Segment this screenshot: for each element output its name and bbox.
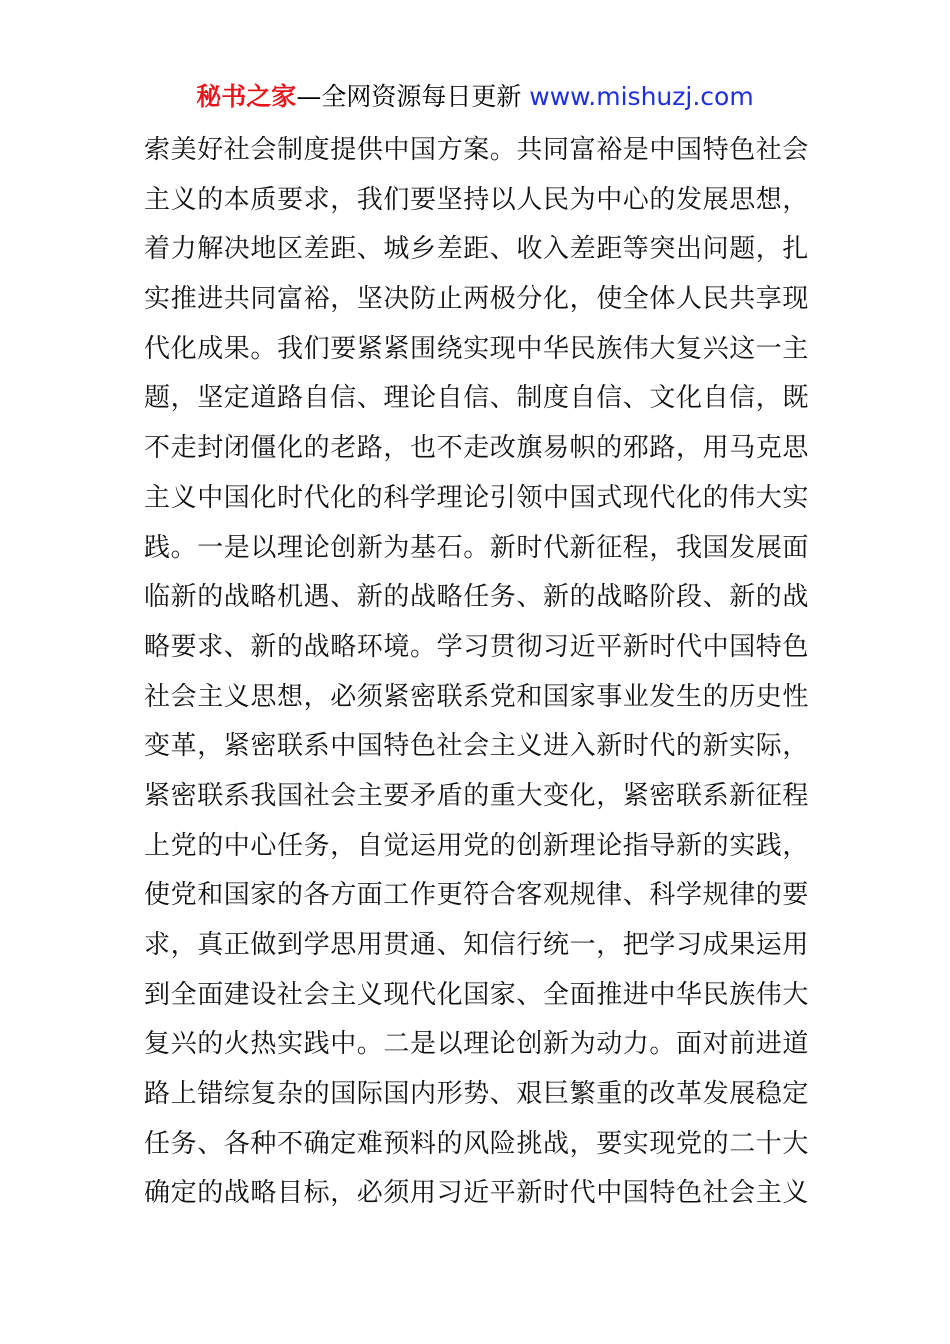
text-line: 紧密联系我国社会主要矛盾的重大变化，紧密联系新征程 — [144, 780, 810, 811]
text-line: 任务、各种不确定难预料的风险挑战，要实现党的二十大 — [144, 1128, 810, 1159]
text-line: 主义的本质要求，我们要坚持以人民为中心的发展思想， — [144, 184, 810, 215]
text-line: 略要求、新的战略环境。学习贯彻习近平新时代中国特色 — [144, 631, 810, 662]
text-line: 不走封闭僵化的老路，也不走改旗易帜的邪路，用马克思 — [144, 433, 810, 464]
text-line: 着力解决地区差距、城乡差距、收入差距等突出问题，扎 — [144, 234, 810, 265]
text-line: 实推进共同富裕，坚决防止两极分化，使全体人民共享现 — [144, 284, 810, 315]
text-line: 临新的战略机遇、新的战略任务、新的战略阶段、新的战 — [144, 582, 810, 613]
site-url-link[interactable]: www.mishuzj.com — [529, 82, 754, 111]
text-line: 到全面建设社会主义现代化国家、全面推进中华民族伟大 — [144, 979, 810, 1010]
document-body — [144, 126, 814, 1219]
text-line: 复兴的火热实践中。二是以理论创新为动力。面对前进道 — [144, 1029, 810, 1060]
text-line: 主义中国化时代化的科学理论引领中国式现代化的伟大实 — [144, 482, 810, 513]
site-tagline: —全网资源每日更新 — [296, 82, 530, 111]
page-header — [0, 80, 950, 114]
text-line: 践。一是以理论创新为基石。新时代新征程，我国发展面 — [144, 532, 810, 563]
text-line: 索美好社会制度提供中国方案。共同富裕是中国特色社会 — [144, 135, 810, 165]
text-line: 确定的战略目标，必须用习近平新时代中国特色社会主义 — [144, 1178, 810, 1209]
text-line: 代化成果。我们要紧紧围绕实现中华民族伟大复兴这一主 — [144, 333, 810, 364]
text-line: 变革，紧密联系中国特色社会主义进入新时代的新实际， — [144, 731, 810, 762]
text-line: 社会主义思想，必须紧密联系党和国家事业发生的历史性 — [144, 681, 810, 712]
text-line: 题，坚定道路自信、理论自信、制度自信、文化自信，既 — [144, 383, 810, 414]
text-line: 路上错综复杂的国际国内形势、艰巨繁重的改革发展稳定 — [144, 1079, 810, 1110]
text-line: 上党的中心任务，自觉运用党的创新理论指导新的实践， — [144, 830, 810, 861]
text-line: 使党和国家的各方面工作更符合客观规律、科学规律的要 — [144, 880, 810, 911]
site-brand: 秘书之家 — [196, 82, 297, 111]
text-line: 求，真正做到学思用贯通、知信行统一，把学习成果运用 — [144, 930, 810, 960]
